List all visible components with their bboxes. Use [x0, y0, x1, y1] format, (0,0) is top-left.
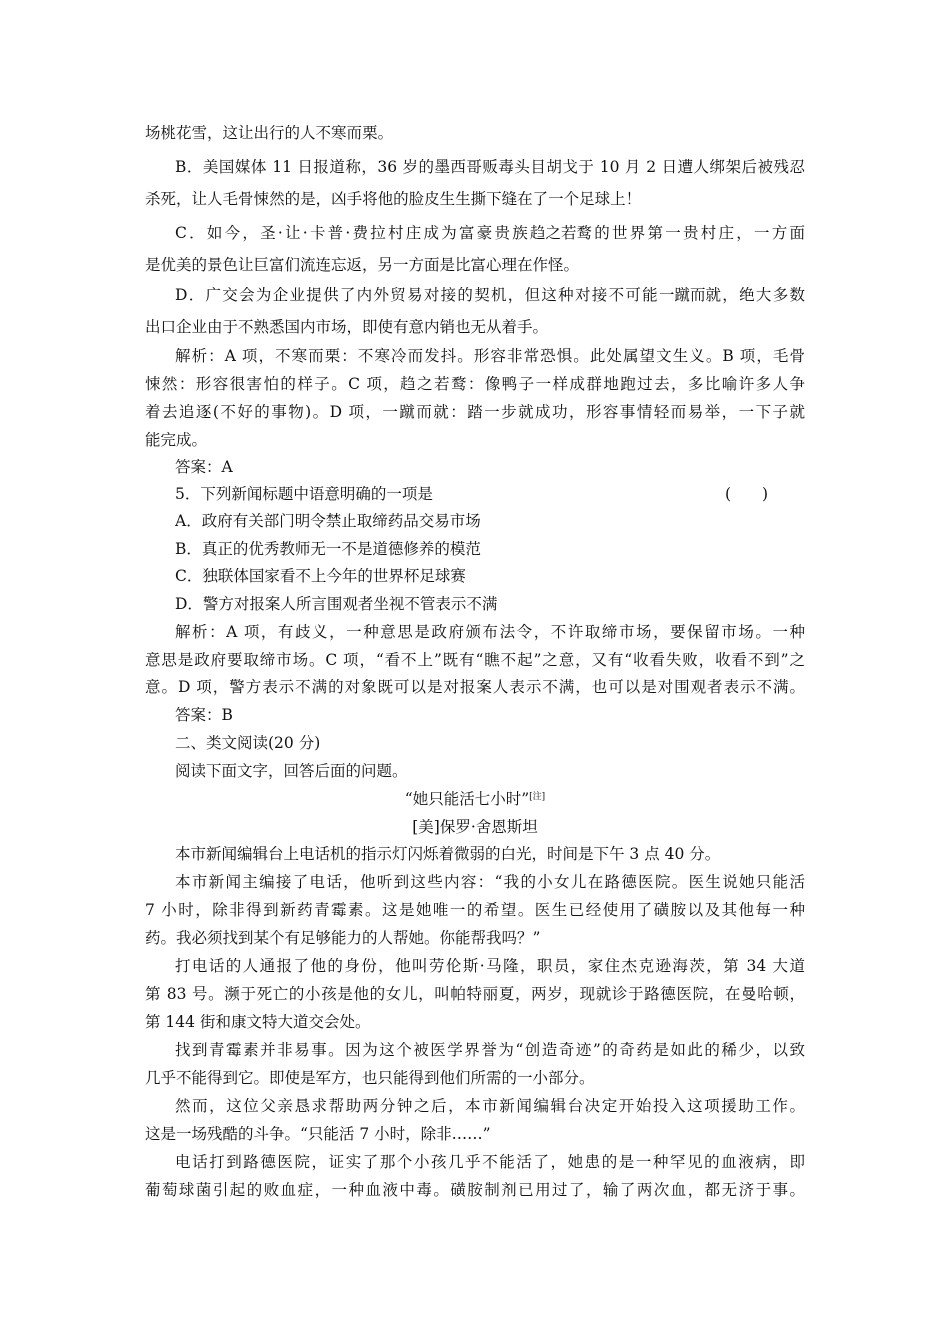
paragraph-line: 第 83 号。濒于死亡的小孩是他的女儿，叫帕特丽夏，两岁，现就诊于路德医院，在曼哈顿，	[145, 985, 805, 1003]
title-note-marker: [注]	[529, 792, 546, 802]
q4-option-a-continuation: 场桃花雪，这让出行的人不寒而栗。	[145, 124, 394, 142]
paragraph-line: 本市新闻编辑台上电话机的指示灯闪烁着微弱的白光，时间是下午 3 点 40 分。	[175, 845, 721, 863]
paragraph-line: 这是一场残酷的斗争。“只能活 7 小时，除非……”	[145, 1125, 491, 1143]
paragraph-line: 葡萄球菌引起的败血症，一种血液中毒。磺胺制剂已用过了，输了两次血，都无济于事。	[145, 1181, 805, 1199]
paragraph-line: 然而，这位父亲恳求帮助两分钟之后，本市新闻编辑台决定开始投入这项援助工作。	[175, 1097, 805, 1115]
q5-stem: 5．下列新闻标题中语意明确的一项是	[175, 485, 433, 503]
q4-option-d-line2: 出口企业由于不熟悉国内市场，即使有意内销也无从着手。	[145, 318, 549, 336]
q5-analysis-line1: 解析：A 项，有歧义，一种意思是政府颁布法令，不许取缔市场，要保留市场。一种	[175, 623, 805, 641]
q5-answer-blank: ( )	[725, 485, 769, 503]
reading-instruction: 阅读下面文字，回答后面的问题。	[175, 762, 408, 780]
q4-analysis-line1: 解析：A 项，不寒而栗：不寒冷而发抖。形容非常恐惧。此处属望文生义。B 项，毛骨	[175, 347, 805, 365]
q5-analysis-line3: 意。D 项，警方表示不满的对象既可以是对报案人表示不满，也可以是对围观者表示不满。	[145, 678, 805, 696]
paragraph-line: 找到青霉素并非易事。因为这个被医学界誉为“创造奇迹”的奇药是如此的稀少，以致	[175, 1041, 805, 1059]
q4-option-b-line2: 杀死，让人毛骨悚然的是，凶手将他的脸皮生生撕下缝在了一个足球上！	[145, 190, 642, 208]
q4-option-c-line1: C．如今，圣·让·卡普·费拉村庄成为富豪贵族趋之若鹜的世界第一贵村庄，一方面	[175, 224, 805, 242]
paragraph-line: 打电话的人通报了他的身份，他叫劳伦斯·马隆，职员，家住杰克逊海茨，第 34 大道	[175, 957, 805, 975]
paragraph-line: 7 小时，除非得到新药青霉素。这是她唯一的希望。医生已经使用了磺胺以及其他每一种	[145, 901, 805, 919]
q5-option-c: C．独联体国家看不上今年的世界杯足球赛	[175, 567, 466, 585]
q4-analysis-line2: 悚然：形容很害怕的样子。C 项，趋之若鹜：像鸭子一样成群地跑过去，多比喻许多人争	[145, 375, 805, 393]
q5-option-d: D．警方对报案人所言围观者坐视不管表示不满	[175, 595, 498, 613]
q4-answer: 答案：A	[175, 458, 233, 476]
q4-analysis-line4: 能完成。	[145, 431, 208, 449]
q5-analysis-line2: 意思是政府要取缔市场。C 项，“看不上”既有“瞧不起”之意，又有“收看失败，收看不到”之	[145, 651, 805, 669]
q4-option-d-line1: D．广交会为企业提供了内外贸易对接的契机，但这种对接不可能一蹴而就，绝大多数	[175, 286, 805, 304]
paragraph-line: 药。我必须找到某个有足够能力的人帮她。你能帮我吗？”	[145, 929, 541, 947]
q4-option-c-line2: 是优美的景色让巨富们流连忘返，另一方面是比富心理在作怪。	[145, 256, 580, 274]
paragraph-line: 本市新闻主编接了电话，他听到这些内容：“我的小女儿在路德医院。医生说她只能活	[175, 873, 805, 891]
q5-answer: 答案：B	[175, 706, 233, 724]
q4-analysis-line3: 着去追逐(不好的事物)。D 项，一蹴而就：踏一步就成功，形容事情轻而易举，一下子就	[145, 403, 805, 421]
article-title: “她只能活七小时”[注]	[404, 790, 546, 808]
paragraph-line: 几乎不能得到它。即使是军方，也只能得到他们所需的一小部分。	[145, 1069, 595, 1087]
q5-option-b: B．真正的优秀教师无一不是道德修养的模范	[175, 540, 481, 558]
article-author: [美]保罗·舍恩斯坦	[412, 818, 538, 836]
q4-option-b-line1: B．美国媒体 11 日报道称，36 岁的墨西哥贩毒头目胡戈于 10 月 2 日遭人绑架后被残忍	[175, 158, 805, 176]
paragraph-line: 第 144 街和康文特大道交会处。	[145, 1013, 371, 1031]
paragraph-line: 电话打到路德医院，证实了那个小孩几乎不能活了，她患的是一种罕见的血液病，即	[175, 1153, 805, 1171]
q5-option-a: A．政府有关部门明令禁止取缔药品交易市场	[175, 512, 481, 530]
section-heading: 二、类文阅读(20 分)	[175, 734, 321, 752]
